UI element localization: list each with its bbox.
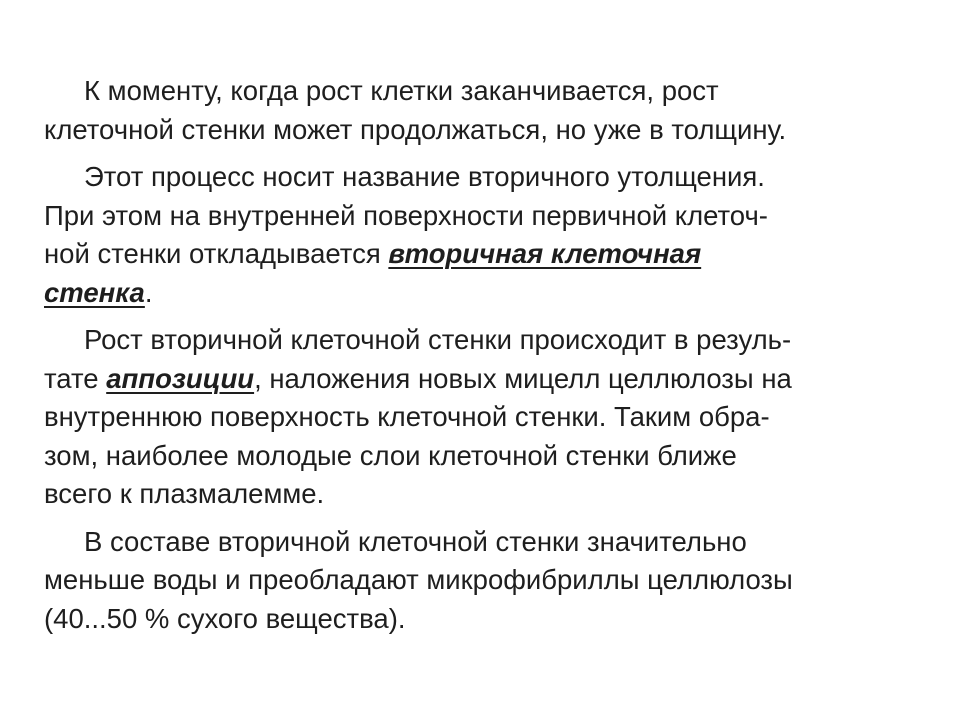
paragraph-apposition: [44, 321, 924, 514]
text-line: всего к плазмалемме.: [44, 478, 325, 509]
text-line: меньше воды и преобладают микрофибриллы целлюлозы: [44, 564, 793, 595]
term-apposition: аппозиции: [106, 362, 255, 394]
text-line: В составе вторичной клеточной стенки значительно: [84, 525, 747, 557]
text-line: [44, 360, 924, 399]
text-line: К моменту, когда рост клетки заканчивается, рост: [84, 75, 719, 106]
text-fragment: .: [144, 276, 153, 308]
term-secondary-cell-wall: вторичная клеточная: [388, 238, 702, 269]
text-line: зом, наиболее молодые слои клеточной стенки ближе: [44, 439, 737, 471]
text-line: (40...50 % сухого вещества).: [44, 602, 406, 634]
paragraph-cell-wall-growth: [44, 72, 924, 149]
slide-text-body: [44, 72, 924, 647]
paragraph-secondary-thickening: [44, 158, 924, 312]
text-fragment: ной стенки откладывается: [44, 238, 389, 269]
text-line: Рост вторичной клеточной стенки происходит в резуль-: [84, 324, 792, 355]
text-line: Этот процесс носит название вторичного утолщения.: [84, 161, 765, 192]
text-line: внутреннюю поверхность клеточной стенки. Таким обра-: [44, 401, 770, 432]
term-secondary-cell-wall-continued: стенка: [44, 276, 145, 308]
text-line: [44, 274, 924, 313]
text-line: клеточной стенки может продолжаться, но уже в толщину.: [44, 113, 787, 145]
text-line: При этом на внутренней поверхности первичной клеточ-: [44, 199, 768, 231]
text-fragment: тате: [44, 362, 107, 394]
paragraph-composition: [44, 523, 924, 639]
text-fragment: , наложения новых мицелл целлюлозы на: [254, 362, 792, 394]
text-line: [44, 235, 924, 274]
